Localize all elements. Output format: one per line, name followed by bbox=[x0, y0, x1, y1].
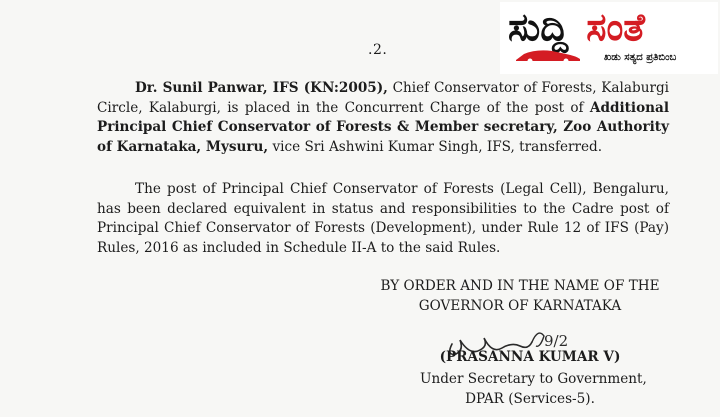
page-number: .2. bbox=[368, 42, 388, 58]
paragraph-equivalence: The post of Principal Chief Conservator of Forests (Legal Cell), Bengaluru, has been declared equivalent in status and responsibilities to the Cadre post of Principal Chief Conservator of Forests (Development), under Rule 12 of IFS (Pay) Rules, 2016 as included in Schedule II-A to the said Rules. bbox=[97, 181, 669, 256]
order-line-2: GOVERNOR OF KARNATAKA bbox=[418, 298, 622, 314]
signature-date: 9/2 bbox=[544, 332, 569, 350]
signatory-department: DPAR (Services-5). bbox=[465, 391, 595, 407]
news-logo bbox=[500, 2, 718, 74]
logo-word-1: ಸುದ್ದಿ bbox=[508, 5, 569, 49]
logo-title bbox=[508, 4, 645, 50]
order-block bbox=[370, 276, 670, 316]
order-line-1: BY ORDER AND IN THE NAME OF THE bbox=[380, 278, 660, 294]
paragraph-charge bbox=[97, 79, 669, 157]
logo-word-2: ಸಂತೆ bbox=[586, 5, 645, 49]
paragraph1-text-b: vice Sri Ashwini Kumar Singh, IFS, transferred. bbox=[268, 138, 603, 155]
car-icon bbox=[514, 48, 584, 64]
post-title: Additional Principal Chief Conservator of Forests & Member secretary, Zoo Authority of Karnataka, Mysuru, bbox=[97, 99, 669, 155]
signatory-designation: Under Secretary to Government, bbox=[420, 371, 647, 387]
logo-tagline: ಖಡು ಸತ್ಯದ ಪ್ರತಿಬಿಂಬ bbox=[604, 52, 677, 63]
paragraph1-text-a: Chief Conservator of Forests, Kalaburgi Circle, Kalaburgi, is placed in the Concurrent Charge of the post of bbox=[97, 80, 669, 116]
signatory-name: (PRASANNA KUMAR V) bbox=[439, 349, 621, 365]
officer-name: Dr. Sunil Panwar, IFS (KN:2005), bbox=[135, 80, 388, 96]
